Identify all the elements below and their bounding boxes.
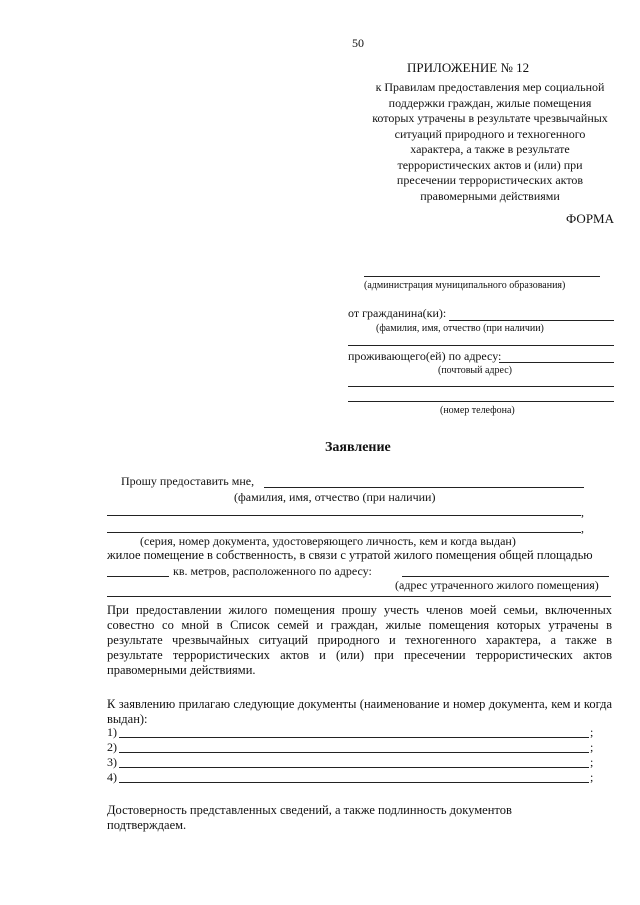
statement-title: Заявление [325,440,391,455]
id-line-2[interactable] [107,532,581,533]
admin-line[interactable] [364,276,600,277]
id-caption: (серия, номер документа, удостоверяющего личность, кем и когда выдан) [140,534,516,548]
comma: , [581,505,584,519]
from-label: от гражданина(ки): [348,306,447,320]
doc-item-number: 4) [107,770,117,784]
doc-item-number: 2) [107,740,117,754]
residing-label: проживающего(ей) по адресу: [348,349,502,363]
from-name-line-2[interactable] [348,345,614,346]
phone-caption: (номер телефона) [440,405,515,416]
area-label: кв. метров, расположенного по адресу: [173,564,372,578]
appendix-title: ПРИЛОЖЕНИЕ № 12 [407,60,530,75]
appendix-line: которых утрачены в результате чрезвычайных [372,111,608,125]
lost-address-line[interactable] [402,576,609,577]
doc-item-line[interactable] [119,782,589,783]
semicolon: ; [590,755,594,769]
lost-address-line-2[interactable] [107,596,611,597]
page-number: 50 [352,36,364,50]
appendix-line: пресечении террористических актов [396,173,584,187]
appendix-line: к Правилам предоставления мер социальной [375,80,605,94]
from-name-line[interactable] [449,320,614,321]
appendix-line: характера, а также в результате [410,142,570,156]
address-line-2[interactable] [348,386,614,387]
id-line-1[interactable] [107,515,581,516]
closing-paragraph: Достоверность представленных сведений, а также подлинность документов подтверждаем. [107,803,512,832]
docs-paragraph: К заявлению прилагаю следующие документы (наименование и номер документа, кем и когда выдан): [107,697,612,726]
appendix-line: террористических актов и (или) при [397,157,583,172]
postal-caption: (почтовый адрес) [438,365,512,376]
doc-item-number: 1) [107,725,117,739]
doc-item-number: 3) [107,755,117,769]
doc-item-line[interactable] [119,767,589,768]
appendix-line: правомерными действиями [420,188,560,203]
semicolon: ; [590,740,594,754]
appendix-line: ситуаций природного и техногенного [394,126,586,141]
request-label: Прошу предоставить мне, [121,474,255,488]
appendix-text [340,80,640,204]
address-line[interactable] [499,362,614,363]
applicant-name-line[interactable] [264,487,584,488]
doc-item-line[interactable] [119,752,589,753]
area-line[interactable] [107,576,169,577]
comma: , [581,521,584,535]
form-label: ФОРМА [566,211,614,226]
applicant-name-caption: (фамилия, имя, отчество (при наличии) [234,490,436,504]
semicolon: ; [590,770,594,784]
from-name-caption: (фамилия, имя, отчество (при наличии) [376,323,544,334]
housing-line: жилое помещение в собственность, в связи с утратой жилого помещения общей площадью [107,548,593,562]
phone-line[interactable] [348,401,614,402]
doc-item-line[interactable] [119,737,589,738]
appendix-line: поддержки граждан, жилые помещения [388,95,592,110]
family-paragraph: При предоставлении жилого помещения прошу учесть членов моей семьи, включенных совестно со мной в Список семей и граждан, жилые помещения которых утрачены в результате чрезвычайных ситуаций природного и техногенного характера, а также в результате террористических актов и (или) при пресечении террористических актов правомерными действиями. [107,603,612,677]
lost-address-caption: (адрес утраченного жилого помещения) [395,578,599,592]
semicolon: ; [590,725,594,739]
admin-caption: (администрация муниципального образования) [364,280,566,291]
